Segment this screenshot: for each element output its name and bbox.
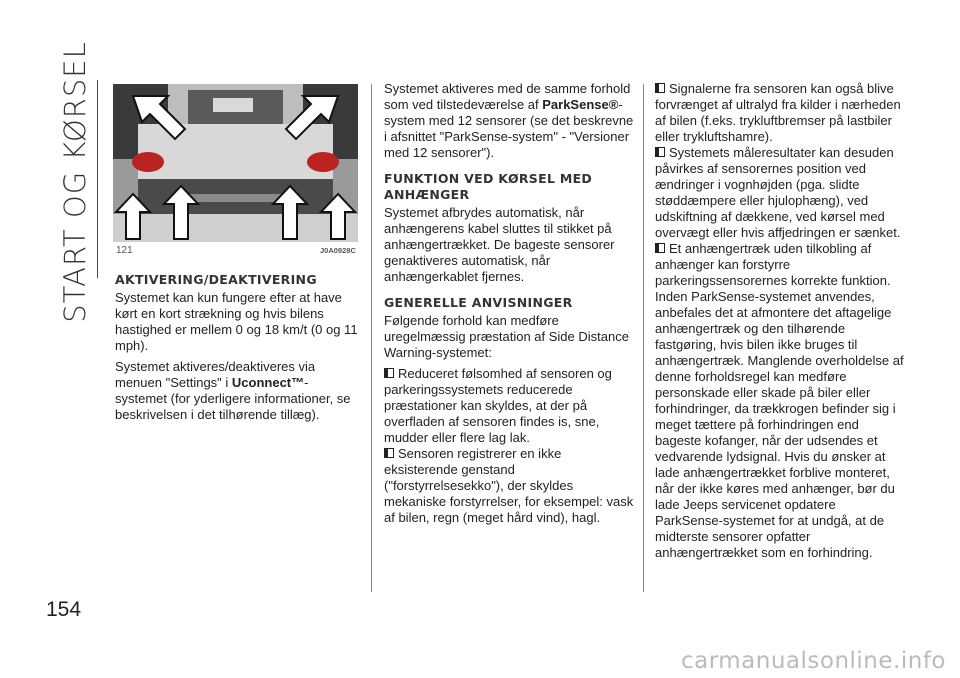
paragraph: Systemet kan kun fungere efter at have kørt en kort strækning og hvis bilens hastighed er mellem 0 og 18 km/t (0 og 11 mph). — [115, 290, 358, 353]
paragraph: Systemet aktiveres med de samme forhold som ved tilstedeværelse af ParkSense®-system med 12 sensorer (se det beskrevne i afsnittet "ParkSense-system" - "Versioner med 12 sensorer"). — [384, 81, 634, 160]
paragraph: Systemet aktiveres/deaktiveres via menuen "Settings" i Uconnect™-systemet (for yderligere informationer, se beskrivelsen i det tilhørende tillæg). — [115, 359, 351, 422]
figure-code: J0A0928C — [320, 246, 356, 255]
section-heading: GENERELLE ANVISNINGER — [384, 295, 573, 310]
paragraph: Systemet afbrydes automatisk, når anhængerens kabel sluttes til stikket på anhængertrækket. De bageste sensorer genaktiveres automatisk, når anhængerkablet fjernes. — [384, 205, 615, 284]
bullet-item: Signalerne fra sensoren kan også blive forvrænget af ultralyd fra kilder i nærheden af bilen (f.eks. trykluftbremser på lastbiler eller trykluftshamre). — [655, 81, 901, 144]
rear-bumper-sensor-figure — [113, 84, 358, 242]
watermark: carmanualsonline.info — [680, 648, 946, 674]
figure-number: 121 — [116, 245, 133, 256]
column-divider — [643, 84, 644, 592]
column-3 — [655, 81, 905, 561]
section-heading: AKTIVERING/DEAKTIVERING — [115, 272, 317, 287]
chapter-divider — [97, 80, 98, 278]
bullet-icon — [384, 368, 394, 378]
bullet-icon — [655, 243, 665, 253]
bullet-item: Sensoren registrerer en ikke eksisterende genstand ("forstyrrelsesekko"), der skyldes mekaniske forstyrrelser, for eksempel: vask af bilen, regn (meget hård vind), hagl. — [384, 446, 634, 525]
bullet-item: Systemets måleresultater kan desuden påvirkes af sensorernes position ved ændringer i vognhøjden (pga. slidte støddæmpere eller hjulophæng), ved udskiftning af dækkene, ved kørsel med overvægt eller hvis affjedringen er sænket. — [655, 145, 901, 240]
chapter-title: START OG KØRSEL — [58, 41, 92, 323]
column-2 — [384, 81, 634, 526]
paragraph: Følgende forhold kan medføre uregelmæssig præstation af Side Distance Warning-systemet: — [384, 313, 629, 360]
bullet-item: Et anhængertræk uden tilkobling af anhænger kan forstyrre parkeringssensorernes korrekte funktion. Inden ParkSense-systemet anvendes, anbefales det at afmontere det aftagelige anhængertræk og den tilhørende fastgøring, hvis bilen ikke bruges til anhængertræk. Manglende overholdelse af denne forholdsregel kan medføre personskade eller skade på biler eller forhindringer, da trækkrogen befinder sig i meget tættere på forhindringen end bageste kofanger, når der udsendes et vedvarende lydsignal. Hvis du ønsker at lade anhængertrækket forblive monteret, når der ikke køres med anhænger, bør du lade Jeeps servicenet opdatere ParkSense-systemet for at undgå, at de midterste sensorer opfatter anhængertrækket som en forhindring. — [655, 241, 904, 560]
column-divider — [371, 84, 372, 592]
bullet-icon — [655, 83, 665, 93]
bullet-icon — [655, 147, 665, 157]
bullet-icon — [384, 448, 394, 458]
bullet-item: Reduceret følsomhed af sensoren og parkeringssystemets reducerede præstationer kan skyldes, at der på overfladen af sensoren findes is, sne, mudder eller flere lag lak. — [384, 366, 612, 445]
page-number: 154 — [46, 598, 82, 621]
section-heading: FUNKTION VED KØRSEL MED ANHÆNGER — [384, 171, 593, 202]
column-1 — [115, 272, 360, 428]
